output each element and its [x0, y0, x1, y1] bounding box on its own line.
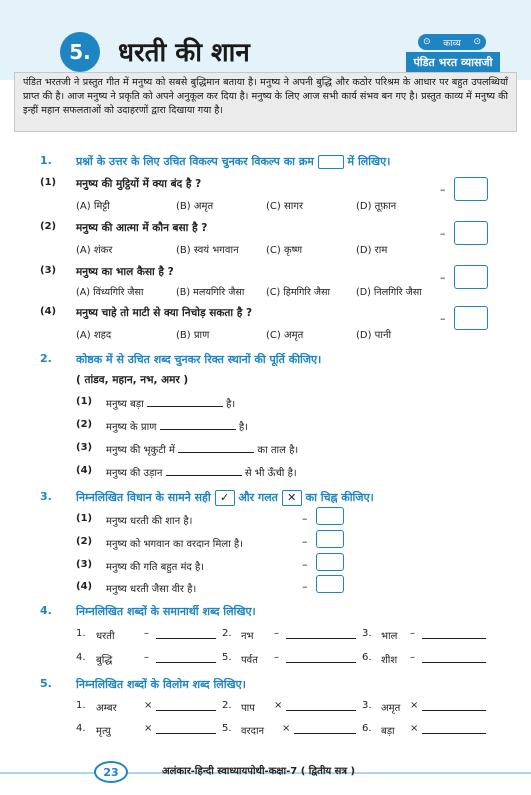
- answer-box[interactable]: [454, 177, 488, 201]
- q1-question: मनुष्य की मुट्ठियों में क्या बंद है ?: [76, 178, 202, 190]
- q1-option: (B) प्राण: [176, 330, 210, 341]
- q3-title-end: का चिह्न कीजिए।: [305, 491, 374, 504]
- answer-line[interactable]: [422, 638, 486, 639]
- author-tag: पंडित भरत व्यासजी: [406, 52, 500, 72]
- synonym-dash: –: [410, 628, 415, 639]
- q1-option: (A) मिट्टी: [76, 201, 110, 212]
- q5-number: 5.: [40, 677, 52, 690]
- q2-number: 2.: [40, 352, 52, 365]
- q5-item-number: 5.: [222, 723, 232, 734]
- answer-box[interactable]: [454, 265, 488, 289]
- q1-item-number: (1): [40, 177, 57, 188]
- q1-number: 1.: [40, 154, 52, 167]
- q1-question: मनुष्य की आत्मा में कौन बसा है ?: [76, 222, 208, 234]
- q1-option: (C) कृष्ण: [266, 245, 303, 256]
- answer-dash: –: [440, 271, 446, 284]
- q3-statement: मनुष्य धरती की शान है।: [106, 516, 193, 527]
- q4-word: शीश: [381, 655, 398, 666]
- q3-statement: मनुष्य की गति बहुत मंद है।: [106, 562, 205, 573]
- q2-sentence-end: से भी ऊँची है।: [244, 468, 297, 479]
- q5-word: पाप: [241, 703, 255, 714]
- book-title: अलंकार-हिन्दी स्वाध्यायपोथी-कक्षा-7 ( द्वितीय सत्र ): [162, 766, 356, 777]
- answer-line[interactable]: [422, 733, 486, 734]
- q1-title-start: प्रश्नों के उत्तर के लिए उचित विकल्प चुनकर विकल्प का क्रम: [76, 155, 314, 168]
- answer-line[interactable]: [156, 733, 216, 734]
- q2-title: कोष्ठक में से उचित शब्द चुनकर रिक्त स्थानों की पूर्ति कीजिए।: [76, 353, 322, 366]
- q4-item-number: 2.: [222, 628, 232, 639]
- q5-word: वरदान: [241, 726, 265, 737]
- q1-option: (D) निलगिरि जैसा: [356, 287, 422, 298]
- q2-sentence: [106, 396, 235, 410]
- check-icon: ✓: [215, 490, 235, 506]
- q1-option: (A) शहद: [76, 330, 112, 341]
- q1-option: (C) सागर: [266, 201, 304, 212]
- q2-sentence: [106, 442, 298, 456]
- q1-option: (D) राम: [356, 245, 388, 256]
- q2-item-number: (4): [76, 465, 93, 476]
- antonym-cross: ×: [144, 700, 153, 711]
- q2-item-number: (3): [76, 442, 93, 453]
- fill-blank[interactable]: [160, 429, 236, 430]
- q2-sentence-start: मनुष्य बड़ा: [106, 399, 144, 410]
- q2-word-bank: ( तांडव, महान, नभ, अमर ): [76, 374, 189, 386]
- q2-item-number: (2): [76, 419, 93, 430]
- lesson-title: धरती की शान: [118, 38, 250, 68]
- q1-item-number: (2): [40, 221, 57, 232]
- answer-line[interactable]: [156, 710, 216, 711]
- true-false-box[interactable]: [316, 507, 344, 525]
- antonym-cross: ×: [144, 723, 153, 734]
- q4-number: 4.: [40, 604, 52, 617]
- q2-sentence-start: मनुष्य के प्राण: [106, 422, 157, 433]
- q5-item-number: 3.: [362, 700, 372, 711]
- q2-sentence-end: का ताल है।: [257, 445, 299, 456]
- q5-word: अम्बर: [96, 703, 117, 714]
- answer-dash: –: [302, 535, 308, 548]
- q1-option: (D) पानी: [356, 330, 392, 341]
- answer-line[interactable]: [156, 662, 216, 663]
- q4-word: बुद्धि: [96, 655, 113, 666]
- q3-item-number: (1): [76, 513, 93, 524]
- q1-option: (A) शंकर: [76, 245, 113, 256]
- intro-paragraph: पंडित भरतजी ने प्रस्तुत गीत में मनुष्य को सबसे बुद्धिमान बताया है। मनुष्य ने अपनी बुद्धि और कठोर परिश्रम के आधार पर बहुत उपलब्धियाँ प्राप्त की है। आज मनुष्य ने प्रकृति को अपने अनुकूल कर दिया है। मनुष्य के लिए आज सभी कार्य संभव बन गए है। प्रस्तुत काव्य में मनुष्य की इन्हीं महान सफलताओं को उदाहरणों द्वारा दिखाया गया है।: [14, 72, 517, 132]
- q4-title: निम्नलिखित शब्दों के समानार्थी शब्द लिखिए।: [76, 605, 256, 618]
- lesson-number-badge: 5.: [60, 32, 100, 72]
- answer-box[interactable]: [454, 306, 488, 330]
- antonym-cross: ×: [274, 700, 283, 711]
- q1-title-box: [318, 155, 344, 169]
- q5-word: मृत्यु: [96, 726, 111, 737]
- q5-title: निम्नलिखित शब्दों के विलोम शब्द लिखिए।: [76, 678, 246, 691]
- antonym-cross: ×: [410, 700, 419, 711]
- q3-item-number: (3): [76, 559, 93, 570]
- category-label: काव्य: [443, 38, 461, 49]
- q1-option: (B) मलयगिरि जैसा: [176, 287, 245, 298]
- answer-line[interactable]: [294, 733, 356, 734]
- q2-sentence-end: है।: [238, 422, 248, 433]
- q2-sentence: [106, 465, 297, 479]
- q4-word: नभ: [241, 631, 254, 642]
- q1-question: मनुष्य चाहे तो माटी से क्या निचोड़ सकता है ?: [76, 307, 253, 319]
- synonym-dash: –: [274, 652, 279, 663]
- q3-statement: मनुष्य धरती जैसा वीर है।: [106, 584, 197, 595]
- q5-item-number: 4.: [76, 723, 86, 734]
- q3-title: [76, 490, 374, 506]
- true-false-box[interactable]: [316, 575, 344, 593]
- synonym-dash: –: [410, 652, 415, 663]
- q3-item-number: (4): [76, 581, 93, 592]
- antonym-cross: ×: [282, 723, 291, 734]
- fill-blank[interactable]: [178, 452, 254, 453]
- q1-item-number: (4): [40, 306, 57, 317]
- cross-icon: ✕: [282, 490, 302, 506]
- answer-dash: –: [440, 312, 446, 325]
- q3-title-start: निम्नलिखित विधान के सामने सही: [76, 491, 211, 504]
- antonym-cross: ×: [410, 723, 419, 734]
- q4-word: भाल: [381, 631, 398, 642]
- q3-item-number: (2): [76, 536, 93, 547]
- fill-blank[interactable]: [166, 475, 242, 476]
- q4-item-number: 5.: [222, 652, 232, 663]
- q5-word: अमृत: [381, 703, 401, 714]
- q5-word: बड़ा: [381, 726, 395, 737]
- q3-title-mid: और गलत: [238, 491, 278, 504]
- q4-word: धरती: [96, 631, 115, 642]
- q3-statement: मनुष्य को भगवान का वरदान मिला है।: [106, 539, 243, 550]
- q4-item-number: 4.: [76, 652, 86, 663]
- q4-item-number: 1.: [76, 628, 86, 639]
- q1-question: मनुष्य का भाल कैसा है ?: [76, 266, 174, 278]
- answer-dash: –: [440, 183, 446, 196]
- true-false-box[interactable]: [316, 530, 344, 548]
- q5-item-number: 1.: [76, 700, 86, 711]
- q1-option: (B) स्वयं भगवान: [176, 245, 239, 256]
- q2-item-number: (1): [76, 396, 93, 407]
- answer-line[interactable]: [286, 638, 356, 639]
- category-tag: [418, 34, 486, 50]
- answer-line[interactable]: [286, 662, 356, 663]
- q1-title: [76, 154, 390, 169]
- synonym-dash: –: [144, 652, 149, 663]
- answer-line[interactable]: [422, 662, 486, 663]
- synonym-dash: –: [144, 628, 149, 639]
- q4-item-number: 6.: [362, 652, 372, 663]
- q4-item-number: 3.: [362, 628, 372, 639]
- answer-dash: –: [302, 512, 308, 525]
- q1-option: (B) अमृत: [176, 201, 214, 212]
- q1-option: (C) अमृत: [266, 330, 304, 341]
- answer-dash: –: [440, 227, 446, 240]
- q2-sentence-start: मनुष्य की उड़ान: [106, 468, 163, 479]
- answer-dash: –: [302, 558, 308, 571]
- answer-line[interactable]: [422, 710, 486, 711]
- answer-box[interactable]: [454, 221, 488, 245]
- q2-sentence: [106, 419, 248, 433]
- answer-line[interactable]: [156, 638, 216, 639]
- page-number: 23: [94, 761, 128, 783]
- answer-line[interactable]: [286, 710, 356, 711]
- q2-sentence-end: है।: [226, 399, 236, 410]
- q1-option: (C) हिमगिरि जैसा: [266, 287, 330, 298]
- q5-item-number: 2.: [222, 700, 232, 711]
- q1-item-number: (3): [40, 265, 57, 276]
- q3-number: 3.: [40, 490, 52, 503]
- q1-option: (A) विंध्यगिरि जैसा: [76, 287, 144, 298]
- q2-sentence-start: मनुष्य की भृकुटी में: [106, 445, 176, 456]
- fill-blank[interactable]: [147, 406, 223, 407]
- true-false-box[interactable]: [316, 553, 344, 571]
- q1-option: (D) तूफ़ान: [356, 201, 397, 212]
- ring-icon: ⊙: [423, 37, 431, 47]
- answer-dash: –: [302, 580, 308, 593]
- synonym-dash: –: [274, 628, 279, 639]
- q1-title-end: में लिखिए।: [347, 155, 391, 168]
- q4-word: पर्वत: [241, 655, 258, 666]
- q5-item-number: 6.: [362, 723, 372, 734]
- ring-icon: ⊙: [473, 37, 481, 47]
